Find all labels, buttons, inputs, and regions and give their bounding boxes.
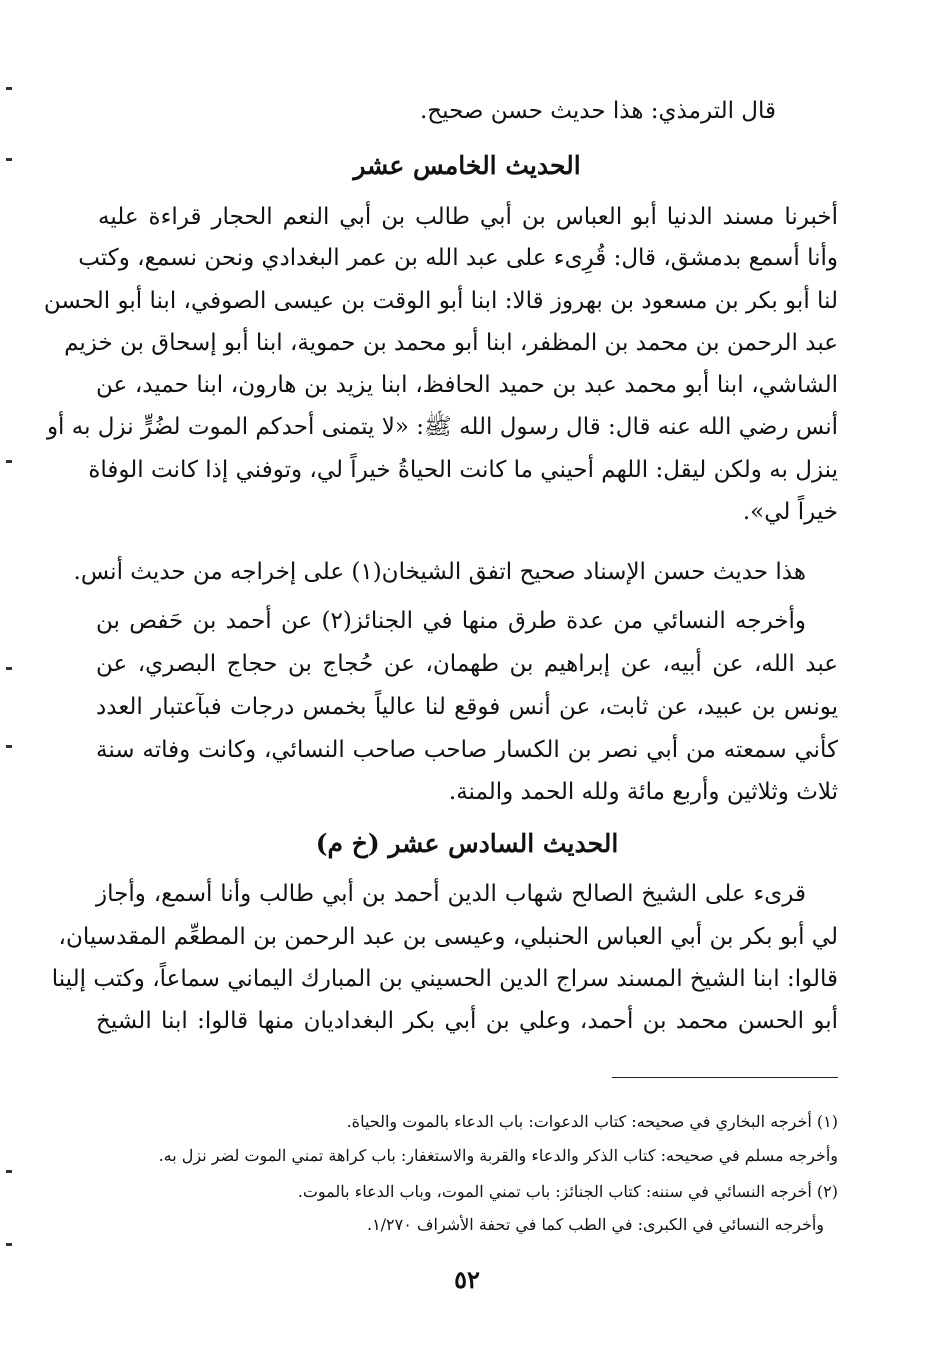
text-line: قالوا: ابنا الشيخ المسند سراج الدين الحسيني بن المبارك اليماني سماعاً، وكتب إلينا [51,966,838,992]
text-line: عبد الرحمن بن محمد بن المظفر، ابنا أبو محمد بن حموية، ابنا أبو إسحاق بن خزيم [64,330,838,356]
text-line: أخبرنا مسند الدنيا أبو العباس بن أبي طالب بن أبي النعم الحجار قراءة عليه [98,204,838,230]
margin-mark [6,1170,12,1173]
text-line: وأخرجه النسائي من عدة طرق منها في الجنائز(٢) عن أحمد بن حَفص بن [96,608,806,634]
section-heading-15: الحديث الخامس عشر [353,151,581,180]
text-line: هذا حديث حسن الإسناد صحيح اتفق الشيخان(١) على إخراجه من حديث أنس. [73,559,806,585]
text-line: خيراً لي». [742,499,838,525]
text-line: وأنا أسمع بدمشق، قال: قُرِىء على عبد الله بن عمر البغدادي ونحن نسمع، وكتب [78,245,838,271]
page-number: ٥٢ [454,1265,480,1294]
text-line: الشاشي، ابنا أبو محمد عبد بن حميد الحافظ، ابنا يزيد بن هارون، ابنا حميد، عن [96,372,838,398]
margin-mark [6,158,12,161]
text-line: أبو الحسن محمد بن أحمد، وعلي بن أبي بكر البغداديان منها قالوا: ابنا الشيخ [96,1008,838,1034]
text-line: يونس بن عبيد، عن ثابت، عن أنس فوقع لنا عالياً بخمس درجات فبآعتبار العدد [96,694,838,720]
footnote-separator [612,1077,838,1078]
margin-mark [6,745,12,748]
margin-mark [6,460,12,463]
text-line: ينزل به ولكن ليقل: اللهم أحيني ما كانت الحياةُ خيراً لي، وتوفني إذا كانت الوفاة [88,457,838,483]
margin-mark [6,87,12,90]
section-heading-16: الحديث السادس عشر (خ م) [315,829,619,858]
text-line: قرىء على الشيخ الصالح شهاب الدين أحمد بن أبي طالب وأنا أسمع، وأجاز [96,881,806,907]
margin-mark [6,1243,12,1246]
footnote: (١) أخرجه البخاري في صحيحه: كتاب الدعوات: باب الدعاء بالموت والحياة. [346,1112,838,1131]
footnote: (٢) أخرجه النسائي في سننه: كتاب الجنائز: باب تمني الموت، وباب الدعاء بالموت. [297,1182,838,1201]
text-line: كأني سمعته من أبي نصر بن الكسار صاحب صاحب النسائي، وكانت وفاته سنة [96,737,838,763]
footnote: وأخرجه مسلم في صحيحه: كتاب الذكر والدعاء والقربة والاستغفار: باب كراهة تمني الموت لضر نزل به. [158,1146,838,1165]
top-line: قال الترمذي: هذا حديث حسن صحيح. [419,98,776,124]
margin-mark [6,667,12,670]
text-line: لي أبو بكر بن أبي العباس الحنبلي، وعيسى بن عبد الرحمن بن المطعِّم المقدسيان، [58,924,838,950]
footnote: وأخرجه النسائي في الكبرى: في الطب كما في تحفة الأشراف ١/٢٧٠. [366,1215,824,1234]
text-line: ثلاث وثلاثين وأربع مائة ولله الحمد والمنة. [448,779,838,805]
text-line: أنس رضي الله عنه قال: قال رسول الله ﷺ: «لا يتمنى أحدكم الموت لضُرٍّ نزل به أو [46,414,838,440]
text-line: عبد الله، عن أبيه، عن إبراهيم بن طهمان، عن حُجاج بن حجاج البصري، عن [96,651,838,677]
text-line: لنا أبو بكر بن مسعود بن بهروز قالا: ابنا أبو الوقت بن عيسى الصوفي، ابنا أبو الحسن [43,288,838,314]
